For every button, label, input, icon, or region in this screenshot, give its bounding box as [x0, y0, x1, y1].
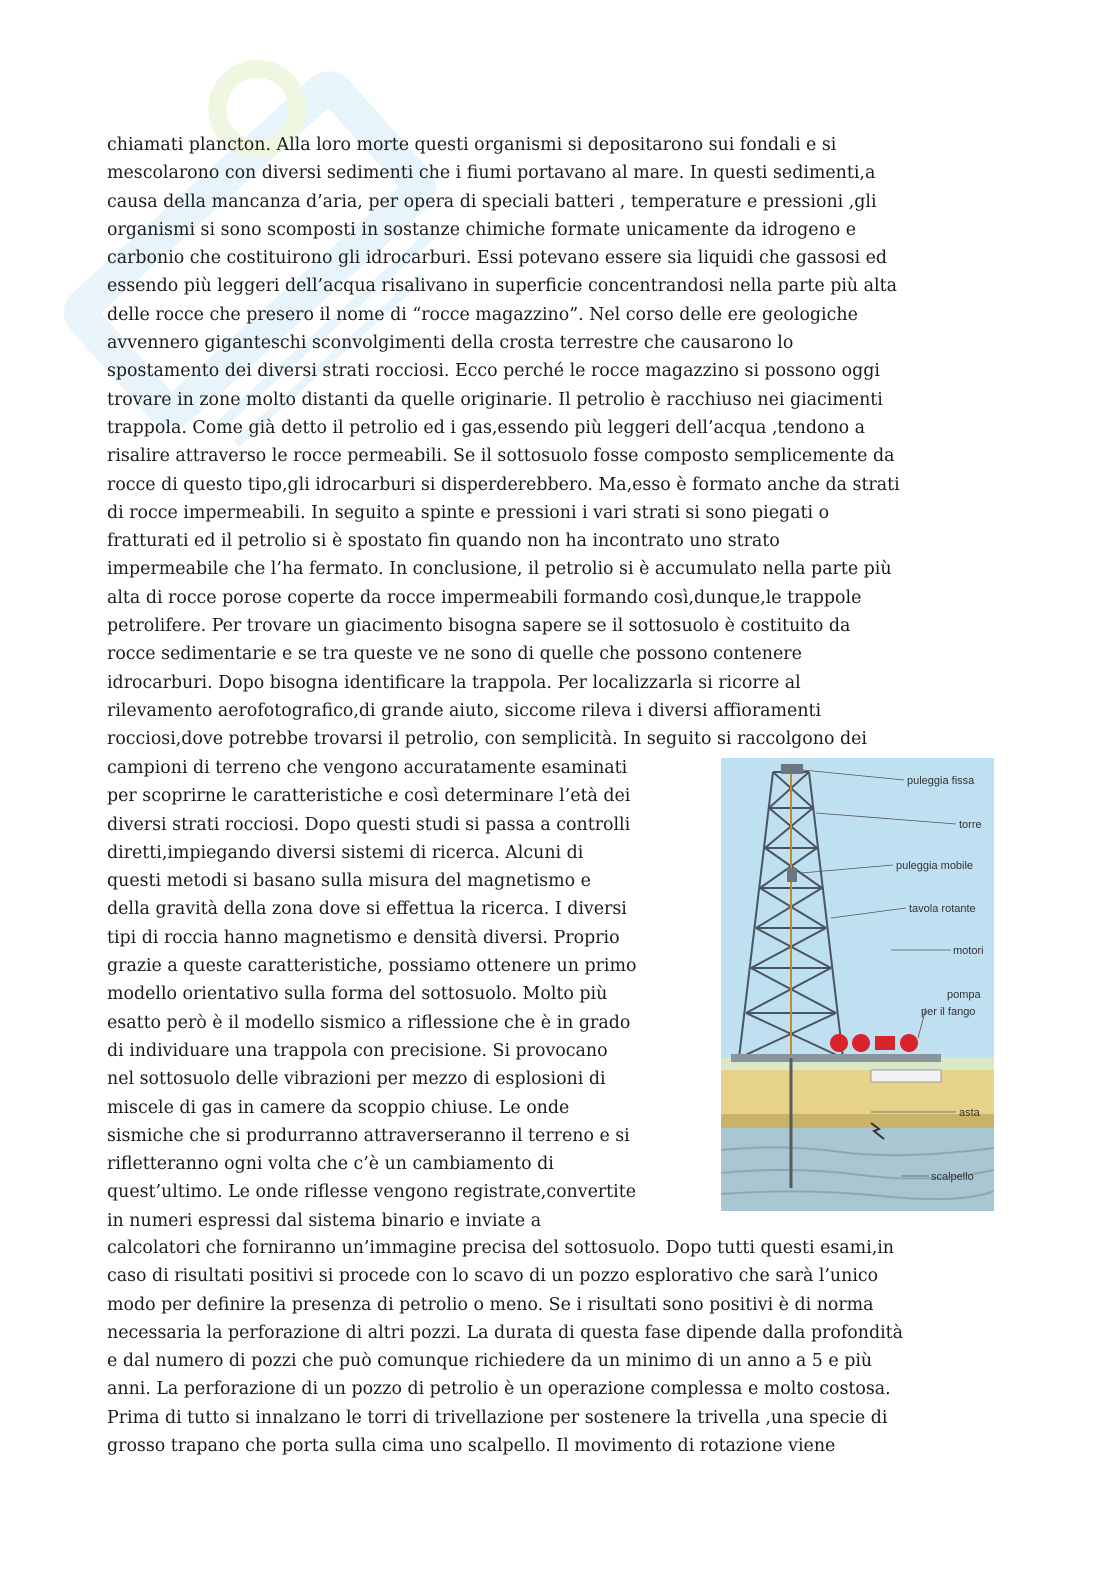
- text-line: sismiche che si produrranno attraverseranno il terreno e si: [107, 1125, 630, 1146]
- text-line: idrocarburi. Dopo bisogna identificare la trappola. Per localizzarla si ricorre al: [107, 672, 801, 693]
- text-line: e dal numero di pozzi che può comunque richiedere da un minimo di un anno a 5 e più: [107, 1351, 873, 1372]
- text-line: diversi strati rocciosi. Dopo questi studi si passa a controlli: [107, 814, 631, 835]
- text-line: Prima di tutto si innalzano le torri di trivellazione per sostenere la trivella ,una specie di: [107, 1407, 888, 1428]
- text-line: essendo più leggeri dell’acqua risalivano in superficie concentrandosi nella parte più alta: [107, 276, 897, 297]
- text-line: rilevamento aerofotografico,di grande aiuto, siccome rileva i diversi affioramenti: [107, 700, 822, 721]
- drilling-rig-figure: [721, 758, 994, 1211]
- text-block-bottom: [107, 1234, 1017, 1460]
- figure-label: puleggia mobile: [896, 860, 974, 872]
- figure-label: asta: [959, 1107, 980, 1119]
- figure-label: motori: [953, 945, 984, 957]
- figure-label: torre: [959, 819, 982, 831]
- text-line: rocce di questo tipo,gli idrocarburi si disperderebbero. Ma,esso è formato anche da strati: [107, 474, 900, 495]
- text-line: tipi di roccia hanno magnetismo e densità diversi. Proprio: [107, 927, 620, 948]
- figure-label: pompa: [947, 989, 981, 1001]
- text-line: rocce sedimentarie e se tra queste ve ne sono di quelle che possono contenere: [107, 644, 802, 665]
- text-line: di rocce impermeabili. In seguito a spinte e pressioni i vari strati si sono piegati o: [107, 502, 830, 523]
- text-line: di individuare una trappola con precisione. Si provocano: [107, 1040, 608, 1061]
- text-line: anni. La perforazione di un pozzo di petrolio è un operazione complessa e molto costosa.: [107, 1379, 891, 1400]
- text-line: campioni di terreno che vengono accuratamente esaminati: [107, 758, 628, 778]
- text-line: fratturati ed il petrolio si è spostato fin quando non ha incontrato uno strato: [107, 531, 780, 552]
- text-line: impermeabile che l’ha fermato. In conclusione, il petrolio si è accumulato nella parte più: [107, 559, 892, 580]
- figure-label: scalpello: [931, 1171, 974, 1183]
- text-line: della gravità della zona dove si effettua la ricerca. I diversi: [107, 899, 627, 920]
- text-line: rifletteranno ogni volta che c’è un cambiamento di: [107, 1154, 554, 1175]
- text-line: grosso trapano che porta sulla cima uno scalpello. Il movimento di rotazione viene: [107, 1436, 836, 1457]
- text-line: diretti,impiegando diversi sistemi di ricerca. Alcuni di: [107, 842, 584, 863]
- text-line: delle rocce che presero il nome di “rocce magazzino”. Nel corso delle ere geologiche: [107, 304, 858, 325]
- text-line: spostamento dei diversi strati rocciosi. Ecco perché le rocce magazzino si possono oggi: [107, 361, 880, 382]
- text-line: petrolifere. Per trovare un giacimento bisogna sapere se il sottosuolo è costituito da: [107, 616, 851, 637]
- text-line: modo per definire la presenza di petrolio o meno. Se i risultati sono positivi è di norma: [107, 1294, 874, 1315]
- text-line: miscele di gas in camere da scoppio chiuse. Le onde: [107, 1097, 570, 1118]
- text-line: organismi si sono scomposti in sostanze chimiche formate unicamente da idrogeno e: [107, 219, 857, 240]
- drilling-rig-diagram-icon: [721, 758, 994, 1211]
- text-line: alta di rocce porose coperte da rocce impermeabili formando così,dunque,le trappole: [107, 587, 862, 608]
- text-line: trovare in zone molto distanti da quelle originarie. Il petrolio è racchiuso nei giacimenti: [107, 389, 883, 410]
- figure-label: per il fango: [921, 1006, 976, 1018]
- text-line: nel sottosuolo delle vibrazioni per mezzo di esplosioni di: [107, 1069, 606, 1090]
- figure-label: puleggia fissa: [907, 775, 975, 787]
- text-line: causa della mancanza d’aria, per opera di speciali batteri , temperature e pressioni ,gli: [107, 191, 877, 212]
- text-line: rocciosi,dove potrebbe trovarsi il petrolio, con semplicità. In seguito si raccolgono dei: [107, 729, 867, 750]
- text-line: carbonio che costituirono gli idrocarburi. Essi potevano essere sia liquidi che gassosi ed: [107, 248, 888, 269]
- text-line: calcolatori che forniranno un’immagine precisa del sottosuolo. Dopo tutti questi esami,in: [107, 1238, 894, 1258]
- text-line: avvennero giganteschi sconvolgimenti della crosta terrestre che causarono lo: [107, 333, 794, 354]
- text-block-top: [107, 131, 1017, 754]
- text-line: questi metodi si basano sulla misura del magnetismo e: [107, 871, 591, 892]
- text-line: chiamati plancton. Alla loro morte questi organismi si depositarono sui fondali e si: [107, 135, 837, 155]
- text-line: necessaria la perforazione di altri pozzi. La durata di questa fase dipende dalla profondità: [107, 1322, 904, 1343]
- text-line: esatto però è il modello sismico a riflessione che è in grado: [107, 1012, 631, 1033]
- text-line: trappola. Come già detto il petrolio ed i gas,essendo più leggeri dell’acqua ,tendono a: [107, 417, 866, 438]
- text-line: modello orientativo sulla forma del sottosuolo. Molto più: [107, 984, 608, 1005]
- figure-label: tavola rotante: [909, 903, 976, 915]
- text-line: risalire attraverso le rocce permeabili. Se il sottosuolo fosse composto semplicemente da: [107, 446, 895, 467]
- text-line: per scoprirne le caratteristiche e così determinare l’età dei: [107, 786, 631, 807]
- text-line: quest’ultimo. Le onde riflesse vengono registrate,convertite: [107, 1182, 637, 1203]
- text-line: mescolarono con diversi sedimenti che i fiumi portavano al mare. In questi sedimenti,a: [107, 163, 876, 184]
- text-line: grazie a queste caratteristiche, possiamo ottenere un primo: [107, 956, 637, 977]
- text-line: in numeri espressi dal sistema binario e inviate a: [107, 1210, 542, 1231]
- text-block-wrapped: [107, 754, 707, 1235]
- text-line: caso di risultati positivi si procede con lo scavo di un pozzo esplorativo che sarà l’unico: [107, 1266, 879, 1287]
